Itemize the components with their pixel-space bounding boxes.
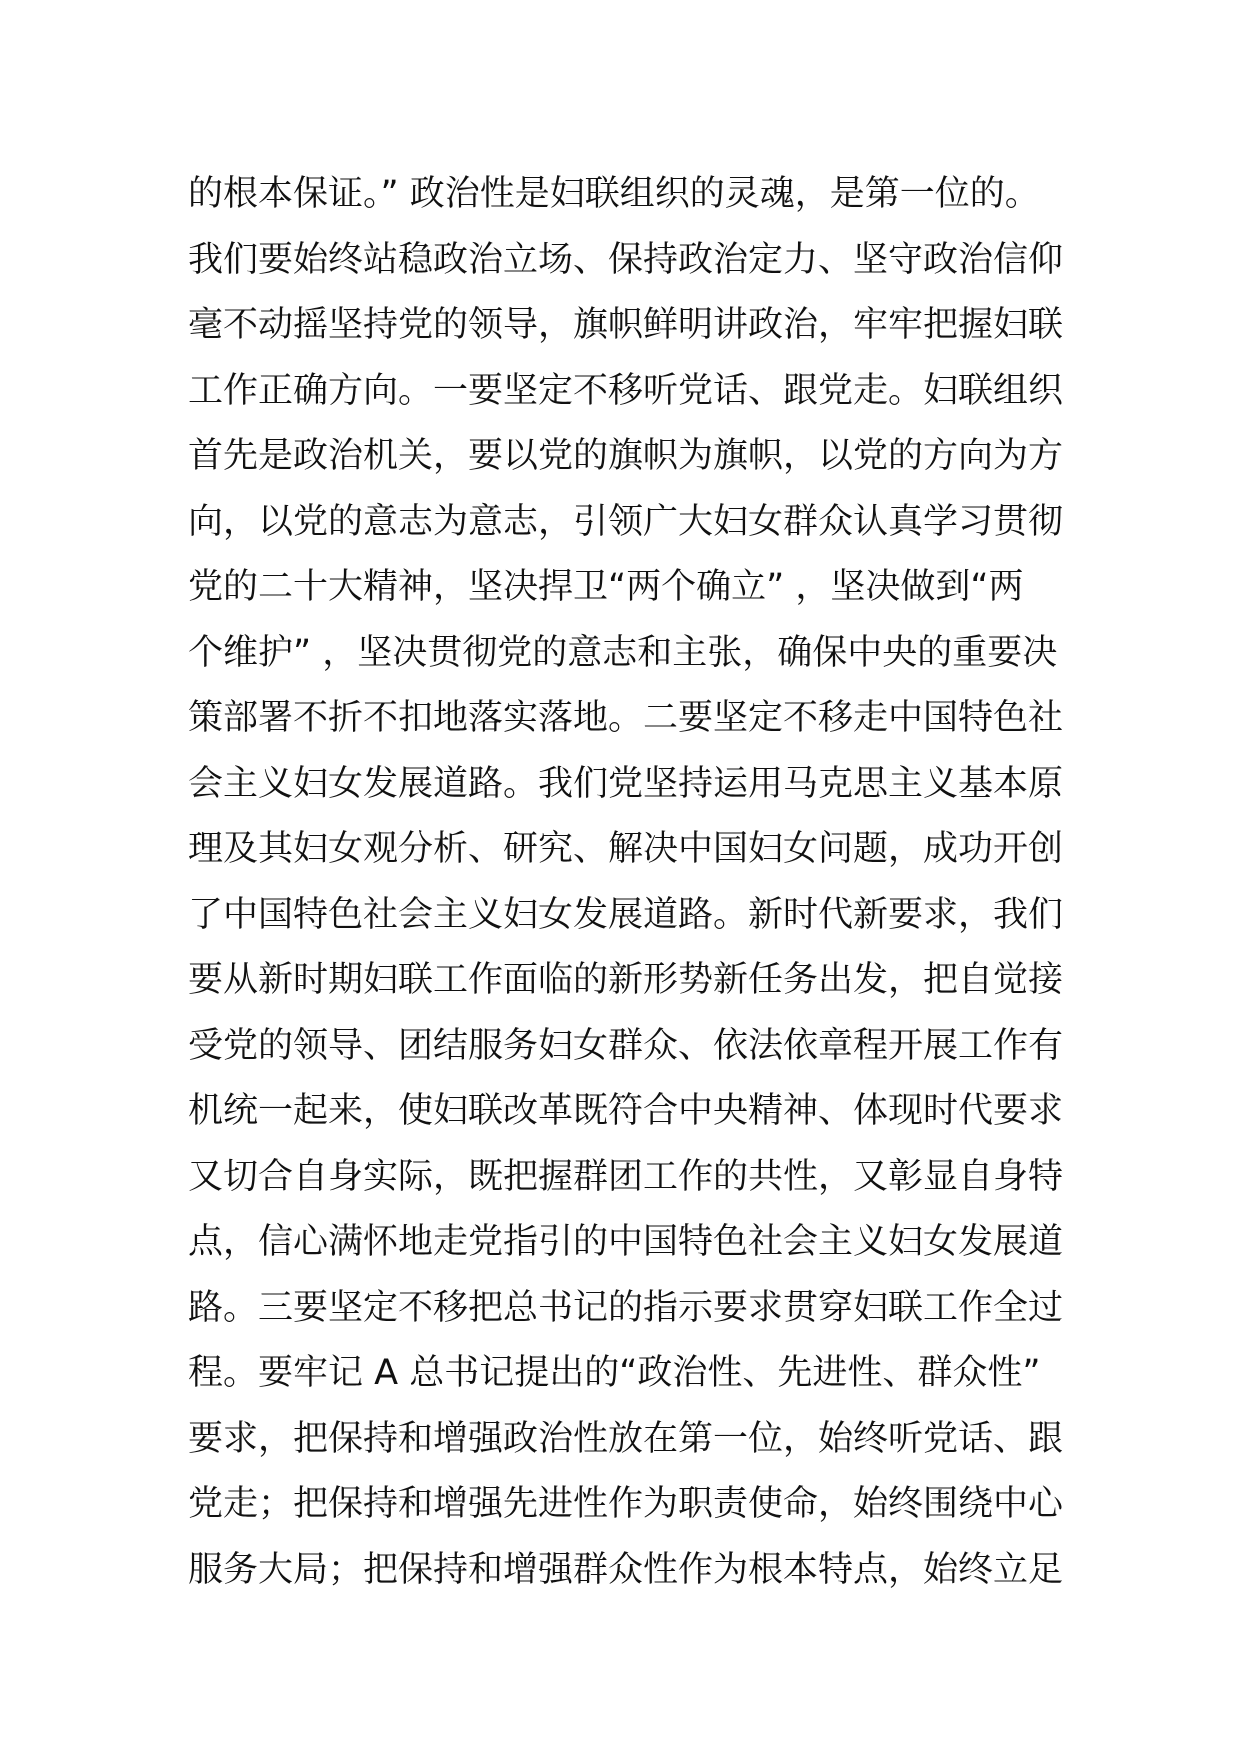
text-line: 服务大局；把保持和增强群众性作为根本特点，始终立足 xyxy=(188,1549,1064,1590)
text-line: 受党的领导、团结服务妇女群众、依法依章程开展工作有 xyxy=(188,1025,1064,1066)
text-line: 我们要始终站稳政治立场、保持政治定力、坚守政治信仰 xyxy=(188,239,1064,280)
body-text xyxy=(188,162,1068,1603)
text-line: 党走；把保持和增强先进性作为职责使命，始终围绕中心 xyxy=(188,1484,1064,1524)
text-line: 毫不动摇坚持党的领导，旗帜鲜明讲政治，牢牢把握妇联 xyxy=(188,305,1064,345)
text-line: 会主义妇女发展道路。我们党坚持运用马克思主义基本原 xyxy=(188,763,1064,804)
text-line: 个维护” ，坚决贯彻党的意志和主张，确保中央的重要决 xyxy=(188,632,1058,673)
text-line: 机统一起来，使妇联改革既符合中央精神、体现时代要求 xyxy=(188,1091,1064,1131)
text-line: 要求，把保持和增强政治性放在第一位，始终听党话、跟 xyxy=(188,1418,1064,1459)
text-line: 点，信心满怀地走党指引的中国特色社会主义妇女发展道 xyxy=(188,1222,1064,1262)
text-line: 了中国特色社会主义妇女发展道路。新时代新要求，我们 xyxy=(188,894,1064,935)
text-line: 策部署不折不扣地落实落地。二要坚定不移走中国特色社 xyxy=(188,698,1064,738)
text-line: 又切合自身实际，既把握群团工作的共性，又彰显自身特 xyxy=(188,1156,1064,1197)
text-line: 的根本保证。” 政治性是妇联组织的灵魂，是第一位的。 xyxy=(188,174,1040,214)
text-line: 程。要牢记 A 总书记提出的“政治性、先进性、群众性” xyxy=(188,1353,1041,1393)
text-line: 要从新时期妇联工作面临的新形势新任务出发，把自觉接 xyxy=(188,960,1064,1000)
text-line: 路。三要坚定不移把总书记的指示要求贯穿妇联工作全过 xyxy=(188,1287,1064,1328)
text-line: 向，以党的意志为意志，引领广大妇女群众认真学习贯彻 xyxy=(188,501,1064,542)
text-line: 首先是政治机关，要以党的旗帜为旗帜，以党的方向为方 xyxy=(188,436,1064,476)
text-line: 理及其妇女观分析、研究、解决中国妇女问题，成功开创 xyxy=(188,829,1064,869)
text-line: 党的二十大精神，坚决捍卫“两个确立” ，坚决做到“两 xyxy=(188,567,1024,607)
text-line: 工作正确方向。一要坚定不移听党话、跟党走。妇联组织 xyxy=(188,370,1064,411)
